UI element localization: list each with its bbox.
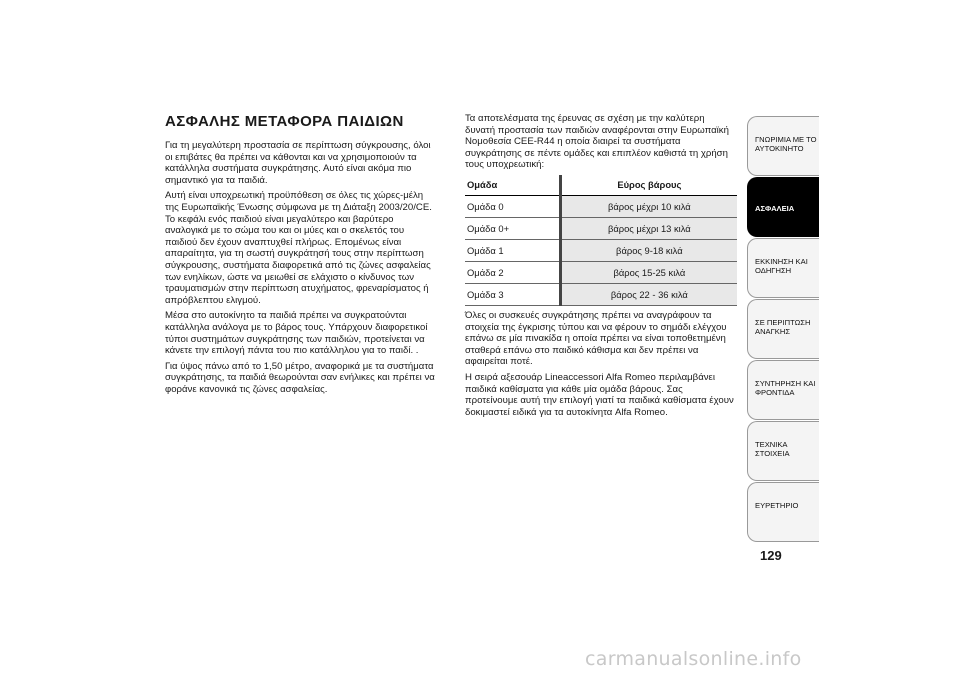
paragraph: Μέσα στο αυτοκίνητο τα παιδιά πρέπει να συγκρατούνται κατάλληλα ανάλογα με το βάρος τους. Υπάρχουν διαφορετικοί τύποι συστημάτων συγκράτησης των παιδιών, προτείνεται να κάνετε την επιλογή πάντα του πιο κατάλληλου για το παιδί. . [165, 310, 428, 357]
paragraph: Όλες οι συσκευές συγκράτησης πρέπει να αναγράφουν τα στοιχεία της έγκρισης τύπου και να φέρουν το σημάδι ελέγχου επάνω σε μία πινακίδα η οποία πρέπει να είναι τοποθετημένη σταθερά επάνω στο παιδικό κάθισμα και δεν πρέπει να αφαιρείται ποτέ. [465, 309, 727, 368]
paragraph: Η σειρά αξεσουάρ Lineaccessori Alfa Romeo περιλαμβάνει παιδικά καθίσματα για κάθε μία ομάδα βάρους. Σας προτείνουμε αυτή την επιλογή γιατί τα παιδικά καθίσματα έχουν δοκιμαστεί ειδικά για τα αυτοκίνητα Alfa Romeo. [465, 371, 734, 418]
table-row [465, 217, 737, 239]
watermark: carmanualsonline.info [585, 648, 802, 670]
weight-groups-table [465, 175, 737, 306]
paragraph: Αυτή είναι υποχρεωτική προϋπόθεση σε όλες τις χώρες-μέλη της Ευρωπαϊκής Ένωσης σύμφωνα με τη Διάταξη 2003/20/CE. Το κεφάλι ενός παιδιού είναι μεγαλύτερο και βαρύτερο αναλογικά με το σώμα του και οι μύες και ο σκελετός του παιδιού δεν έχουν αναπτυχθεί πλήρως. Επομένως είναι απαραίτητα, για τη σωστή συγκράτησή τους στην περίπτωση σύγκρουσης, συστήματα διαφορετικά από τις ζώνες ασφαλείας των ενηλίκων, ώστε να μειωθεί σε ελάχιστο ο κίνδυνος των τραυματισμών στην περίπτωση ατυχήματος, φρεναρίσματος ή απρόβλεπτου ελιγμού. [165, 190, 432, 306]
group-cell: Ομάδα 0 [465, 195, 560, 217]
group-cell: Ομάδα 0+ [465, 217, 560, 239]
tab-maintenance[interactable] [747, 360, 819, 420]
weight-cell: βάρος 22 - 36 κιλά [560, 283, 737, 305]
tab-label: ΑΣΦΑΛΕΙΑ [755, 204, 795, 213]
tab-starting-driving[interactable] [747, 238, 819, 298]
weight-cell: βάρος 15-25 κιλά [560, 261, 737, 283]
tab-safety[interactable] [747, 177, 819, 237]
weight-cell: βάρος 9-18 κιλά [560, 239, 737, 261]
page-number: 129 [760, 548, 782, 563]
tab-label: ΣΕ ΠΕΡΙΠΤΩΣΗ ΑΝΑΓΚΗΣ [755, 318, 811, 336]
tab-label: ΓΝΩΡΙΜΙΑ ΜΕ ΤΟ ΑΥΤΟΚΙΝΗΤΟ [755, 135, 817, 153]
column-header-weight: Εύρος βάρους [560, 175, 737, 196]
tab-getting-to-know[interactable] [747, 116, 819, 176]
paragraph: Για τη μεγαλύτερη προστασία σε περίπτωση σύγκρουσης, όλοι οι επιβάτες θα πρέπει να κάθονται και να χρησιμοποιούν τα κατάλληλα συστήματα συγκράτησης. Αυτό είναι ακόμα πιο σημαντικό για τα παιδιά. [165, 140, 431, 186]
weight-cell: βάρος μέχρι 10 κιλά [560, 195, 737, 217]
group-cell: Ομάδα 3 [465, 283, 560, 305]
tab-label: ΤΕΧΝΙΚΑ ΣΤΟΙΧΕΙΑ [755, 440, 790, 458]
paragraph: Για ύψος πάνω από το 1,50 μέτρο, αναφορικά με τα συστήματα συγκράτησης, τα παιδιά θεωρούνται σαν ενήλικες και πρέπει να φοράνε κανονικά τις ζώνες ασφαλείας. [165, 360, 435, 395]
column-header-group: Ομάδα [465, 175, 560, 196]
group-cell: Ομάδα 1 [465, 239, 560, 261]
table-header-row [465, 175, 737, 196]
tab-index[interactable] [747, 482, 819, 542]
tab-technical-data[interactable] [747, 421, 819, 481]
table-row [465, 239, 737, 261]
section-heading: ΑΣΦΑΛΗΣ ΜΕΤΑΦΟΡΑ ΠΑΙΔΙΩΝ [165, 113, 404, 130]
tab-label: ΕΚΚΙΝΗΣΗ ΚΑΙ ΟΔΗΓΗΣΗ [755, 257, 808, 275]
weight-cell: βάρος μέχρι 13 κιλά [560, 217, 737, 239]
table-row [465, 283, 737, 305]
tab-label: ΣΥΝΤΗΡΗΣΗ ΚΑΙ ΦΡΟΝΤΙΔΑ [755, 379, 816, 397]
group-cell: Ομάδα 2 [465, 261, 560, 283]
left-column [165, 113, 437, 399]
table-row [465, 195, 737, 217]
tab-label: ΕΥΡΕΤΗΡΙΟ [755, 501, 799, 510]
intro-paragraph: Τα αποτελέσματα της έρευνας σε σχέση με την καλύτερη δυνατή προστασία των παιδιών αναφέρονται στην Ευρωπαϊκή Νομοθεσία CEE-R44 η οποία διαιρεί τα συστήματα συγκράτησης σε πέντε ομάδες και επιπλέον καθιστά τη χρήση τους υποχρεωτική: [465, 113, 729, 171]
table-row [465, 261, 737, 283]
right-column [465, 113, 737, 422]
chapter-tabs [747, 116, 819, 543]
tab-emergency[interactable] [747, 299, 819, 359]
